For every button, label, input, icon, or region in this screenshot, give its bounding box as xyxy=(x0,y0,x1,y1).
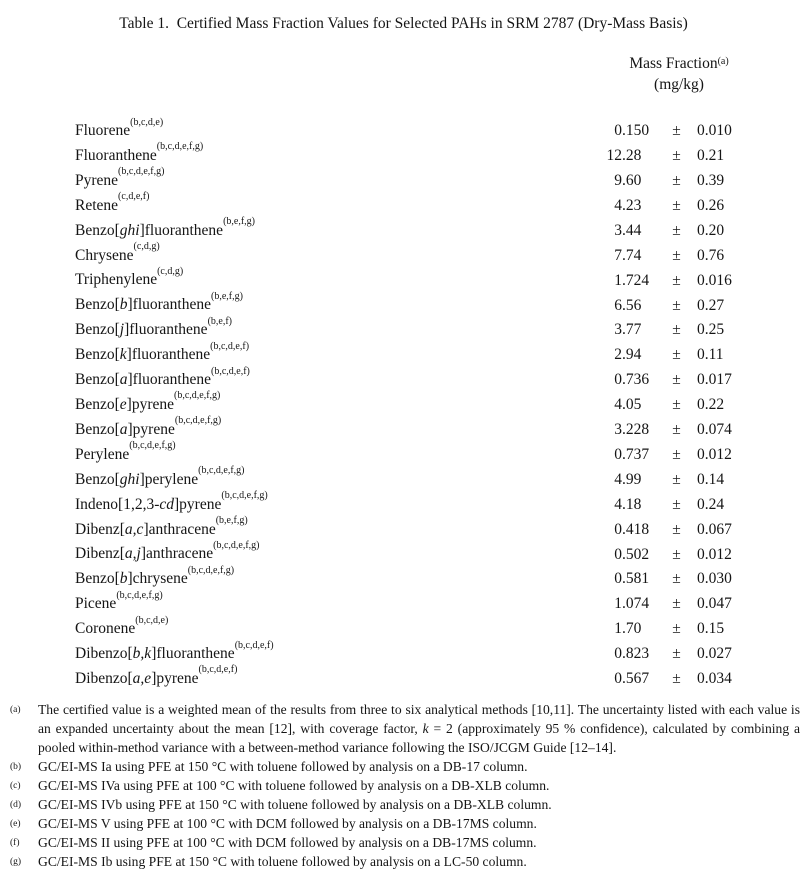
compound-footnote-refs: (b,e,f,g) xyxy=(223,216,256,228)
mass-fraction-value-integer: 0 xyxy=(614,445,622,463)
mass-fraction-column-header xyxy=(579,54,779,94)
compound-name: Fluoranthene$^{(b,c,d,e,f,g)}$ xyxy=(75,141,204,165)
mass-fraction-value-integer: 9 xyxy=(614,171,622,189)
compound-footnote-refs: (c,d,e,f) xyxy=(118,191,150,203)
footnote-marker: (b) xyxy=(10,761,22,772)
mass-fraction-value-integer: 1 xyxy=(614,271,622,289)
mass-fraction-value-integer: 0 xyxy=(614,371,622,389)
compound-name: Chrysene$^{(c,d,g)}$ xyxy=(75,241,160,264)
footnote-marker: (a) xyxy=(10,704,21,715)
mass-fraction-value-integer: 4 xyxy=(614,495,622,513)
footnote-ref-a: (a) xyxy=(717,56,729,67)
compound-name: Benzo[a]pyrene$^{(b,c,d,e,f,g)}$ xyxy=(75,415,222,439)
uncertainty-value: 0.067 xyxy=(697,520,732,538)
footnote-marker: (g) xyxy=(10,856,22,867)
footnote-text: The certified value is a weighted mean of the results from three to six analytical methods [10,11]. The uncertainty listed with each value is an expanded uncertainty about the mean [12], with coverage factor, k = 2 (approximately 95 % confidence), calculated by combining a pooled within-method variance with a between-method variance following the ISO/JCGM Guide [12–14]. xyxy=(38,701,801,755)
mass-fraction-value-fraction: .581 xyxy=(622,570,650,588)
compound-footnote-refs: (b,c,d,e) xyxy=(130,116,164,128)
footnote-marker: (c) xyxy=(10,780,21,791)
uncertainty-value: 0.20 xyxy=(697,221,725,239)
uncertainty-value: 0.027 xyxy=(697,645,732,663)
compound-footnote-refs: (c,d,g) xyxy=(157,265,184,277)
compound-name: Benzo[a]fluoranthene$^{(b,c,d,e,f)}$ xyxy=(75,365,250,389)
uncertainty-value: 0.030 xyxy=(697,570,732,588)
plus-minus-sign: ± xyxy=(672,421,681,439)
table-row xyxy=(0,590,807,615)
compound-name: Triphenylene$^{(c,d,g)}$ xyxy=(75,265,184,289)
compound-footnote-refs: (b,c,d,e,f) xyxy=(211,365,250,377)
plus-minus-sign: ± xyxy=(672,570,681,588)
compound-footnote-refs: (b,c,d,e,f,g) xyxy=(118,166,165,178)
footnote-text: GC/EI-MS V using PFE at 100 °C with DCM followed by analysis on a DB-17MS column. xyxy=(38,815,537,831)
uncertainty-value: 0.012 xyxy=(697,445,732,463)
footnote xyxy=(8,757,800,776)
table-row xyxy=(0,491,807,516)
footnote-text: GC/EI-MS Ib using PFE at 150 °C with toluene followed by analysis on a LC-50 column. xyxy=(38,853,527,869)
compound-footnote-refs: (b,c,d,e,f) xyxy=(210,340,250,352)
compound-footnote-refs: (b,e,f,g) xyxy=(211,290,243,302)
mass-fraction-value-integer: 4 xyxy=(614,470,622,488)
plus-minus-sign: ± xyxy=(672,321,681,339)
table-row xyxy=(0,516,807,541)
footnote xyxy=(8,814,800,833)
mass-fraction-value-fraction: .99 xyxy=(622,470,642,488)
compound-name: Indeno[1,2,3-cd]pyrene$^{(b,c,d,e,f,g)}$ xyxy=(75,490,268,513)
table-row xyxy=(0,640,807,665)
plus-minus-sign: ± xyxy=(672,221,681,239)
plus-minus-sign: ± xyxy=(672,645,681,663)
compound-footnote-refs: (b,c,d,e,f,g) xyxy=(187,564,235,576)
compound-name: Benzo[ghi]fluoranthene$^{(b,e,f,g)}$ xyxy=(75,216,256,239)
mass-fraction-value-fraction: .150 xyxy=(622,122,650,140)
mass-fraction-value-fraction: .23 xyxy=(622,196,642,214)
mass-fraction-value-integer: 3 xyxy=(614,321,622,339)
compound-name: Benzo[b]fluoranthene$^{(b,e,f,g)}$ xyxy=(75,290,243,314)
plus-minus-sign: ± xyxy=(672,520,681,538)
table-row xyxy=(0,366,807,391)
mass-fraction-label: Mass Fraction xyxy=(629,55,718,72)
uncertainty-value: 0.016 xyxy=(697,271,732,289)
compound-name: Retene$^{(c,d,e,f)}$ xyxy=(75,191,150,214)
footnote-text: GC/EI-MS IVb using PFE at 150 °C with toluene followed by analysis on a DB-XLB column. xyxy=(38,796,552,812)
footnote xyxy=(8,852,800,871)
table-row xyxy=(0,416,807,441)
mass-fraction-value-fraction: .418 xyxy=(622,520,650,538)
footnote xyxy=(8,776,800,795)
compound-footnote-refs: (c,d,g) xyxy=(133,241,160,253)
mass-fraction-value-integer: 1 xyxy=(614,595,622,613)
footnote-marker: (f) xyxy=(10,837,20,848)
compound-footnote-refs: (b,c,d,e,f,g) xyxy=(174,390,221,402)
mass-fraction-value-fraction: .823 xyxy=(622,645,650,663)
mass-fraction-value-fraction: .56 xyxy=(622,296,642,314)
compound-name: Fluorene$^{(b,c,d,e)}$ xyxy=(75,116,164,140)
mass-fraction-value-integer: 3 xyxy=(614,421,622,439)
compound-footnote-refs: (b,c,d,e,f) xyxy=(234,639,274,651)
plus-minus-sign: ± xyxy=(672,495,681,513)
mass-fraction-value-fraction: .94 xyxy=(622,346,642,364)
table-row xyxy=(0,341,807,366)
footnote xyxy=(8,833,800,852)
table-row xyxy=(0,565,807,590)
footnote-text: GC/EI-MS II using PFE at 100 °C with DCM followed by analysis on a DB-17MS column. xyxy=(38,834,537,850)
compound-footnote-refs: (b,c,d,e,f,g) xyxy=(213,539,260,551)
table-body xyxy=(0,117,807,690)
plus-minus-sign: ± xyxy=(672,445,681,463)
compound-footnote-refs: (b,c,d,e,f,g) xyxy=(174,415,222,427)
plus-minus-sign: ± xyxy=(672,396,681,414)
footnote-marker: (e) xyxy=(10,818,21,829)
footnote-text: GC/EI-MS Ia using PFE at 150 °C with toluene followed by analysis on a DB-17 column. xyxy=(38,758,528,774)
mass-fraction-header-line xyxy=(579,54,779,75)
mass-fraction-value-fraction: .724 xyxy=(622,271,650,289)
plus-minus-sign: ± xyxy=(672,196,681,214)
mass-fraction-value-integer: 4 xyxy=(614,396,622,414)
uncertainty-value: 0.21 xyxy=(697,147,725,165)
uncertainty-value: 0.017 xyxy=(697,371,732,389)
plus-minus-sign: ± xyxy=(672,296,681,314)
uncertainty-value: 0.11 xyxy=(697,346,724,364)
mass-fraction-value-integer: 4 xyxy=(614,196,622,214)
uncertainty-value: 0.26 xyxy=(697,196,725,214)
footnote-marker: (d) xyxy=(10,799,22,810)
document-page xyxy=(0,13,807,869)
column-header-row xyxy=(0,54,807,94)
mass-fraction-value-integer: 3 xyxy=(614,221,622,239)
plus-minus-sign: ± xyxy=(672,171,681,189)
compound-name: Benzo[e]pyrene$^{(b,c,d,e,f,g)}$ xyxy=(75,390,221,414)
mass-fraction-value-fraction: .60 xyxy=(622,171,642,189)
compound-footnote-refs: (b,c,d,e,f,g) xyxy=(156,141,204,153)
mass-fraction-value-fraction: .736 xyxy=(622,371,650,389)
plus-minus-sign: ± xyxy=(672,371,681,389)
compound-name: Benzo[j]fluoranthene$^{(b,e,f)}$ xyxy=(75,315,233,339)
plus-minus-sign: ± xyxy=(672,670,681,688)
table-row xyxy=(0,391,807,416)
footnotes xyxy=(8,700,800,871)
table-row xyxy=(0,316,807,341)
plus-minus-sign: ± xyxy=(672,545,681,563)
plus-minus-sign: ± xyxy=(672,246,681,264)
compound-name: Coronene$^{(b,c,d,e)}$ xyxy=(75,614,169,638)
compound-name: Dibenz[a,j]anthracene$^{(b,c,d,e,f,g)}$ xyxy=(75,539,260,563)
uncertainty-value: 0.010 xyxy=(697,122,732,140)
uncertainty-value: 0.25 xyxy=(697,321,725,339)
compound-footnote-refs: (b,c,d,e,f,g) xyxy=(129,440,176,452)
footnote xyxy=(8,700,800,757)
compound-name: Dibenz[a,c]anthracene$^{(b,e,f,g)}$ xyxy=(75,515,248,538)
uncertainty-value: 0.14 xyxy=(697,470,725,488)
uncertainty-value: 0.22 xyxy=(697,396,725,414)
plus-minus-sign: ± xyxy=(672,470,681,488)
table-row xyxy=(0,192,807,217)
table-row xyxy=(0,615,807,640)
compound-footnote-refs: (b,c,d,e,f) xyxy=(198,664,238,676)
mass-fraction-value-integer: 0 xyxy=(614,520,622,538)
mass-fraction-value-fraction: .74 xyxy=(622,246,642,264)
uncertainty-value: 0.15 xyxy=(697,620,725,638)
uncertainty-value: 0.012 xyxy=(697,545,732,563)
footnote-text: GC/EI-MS IVa using PFE at 100 °C with toluene followed by analysis on a DB-XLB column. xyxy=(38,777,550,793)
mass-fraction-value-fraction: .737 xyxy=(622,445,650,463)
table-row xyxy=(0,167,807,192)
mass-fraction-value-integer: 0 xyxy=(614,645,622,663)
mass-fraction-value-integer: 2 xyxy=(614,346,622,364)
table-title: Table 1. Certified Mass Fraction Values for Selected PAHs in SRM 2787 (Dry-Mass Basis) xyxy=(119,15,688,32)
compound-name: Benzo[ghi]perylene$^{(b,c,d,e,f,g)}$ xyxy=(75,465,245,488)
compound-footnote-refs: (b,c,d,e,f,g) xyxy=(221,490,268,502)
plus-minus-sign: ± xyxy=(672,346,681,364)
table-row xyxy=(0,291,807,316)
compound-name: Picene$^{(b,c,d,e,f,g)}$ xyxy=(75,589,163,613)
mass-fraction-value-integer: 0 xyxy=(614,545,622,563)
uncertainty-value: 0.034 xyxy=(697,670,732,688)
mass-fraction-value-fraction: .05 xyxy=(622,396,642,414)
uncertainty-value: 0.047 xyxy=(697,595,732,613)
mass-fraction-value-fraction: .18 xyxy=(622,495,642,513)
uncertainty-value: 0.76 xyxy=(697,246,725,264)
table-row xyxy=(0,441,807,466)
mass-fraction-value-integer: 0 xyxy=(614,670,622,688)
table-row xyxy=(0,665,807,690)
uncertainty-value: 0.39 xyxy=(697,171,725,189)
compound-name: Pyrene$^{(b,c,d,e,f,g)}$ xyxy=(75,166,165,189)
compound-footnote-refs: (b,e,f,g) xyxy=(215,515,248,526)
table-row xyxy=(0,266,807,291)
uncertainty-value: 0.27 xyxy=(697,296,725,314)
compound-name: Perylene$^{(b,c,d,e,f,g)}$ xyxy=(75,440,176,463)
table-row xyxy=(0,540,807,565)
plus-minus-sign: ± xyxy=(672,271,681,289)
mass-fraction-value-integer: 12 xyxy=(606,147,622,165)
uncertainty-value: 0.074 xyxy=(697,421,732,439)
mass-fraction-value-integer: 0 xyxy=(614,122,622,140)
uncertainty-value: 0.24 xyxy=(697,495,725,513)
footnote xyxy=(8,795,800,814)
plus-minus-sign: ± xyxy=(672,620,681,638)
mass-fraction-value-fraction: .77 xyxy=(622,321,642,339)
compound-name: Dibenzo[b,k]fluoranthene$^{(b,c,d,e,f)}$ xyxy=(75,639,274,663)
compound-name: Benzo[k]fluoranthene$^{(b,c,d,e,f)}$ xyxy=(75,340,250,364)
compound-name: Benzo[b]chrysene$^{(b,c,d,e,f,g)}$ xyxy=(75,564,235,588)
mass-fraction-value-integer: 7 xyxy=(614,246,622,264)
mass-fraction-value-integer: 1 xyxy=(614,620,622,638)
compound-footnote-refs: (b,e,f) xyxy=(207,315,233,327)
mass-fraction-value-fraction: .502 xyxy=(622,545,650,563)
mass-fraction-value-fraction: .567 xyxy=(622,670,650,688)
mass-fraction-value-fraction: .074 xyxy=(622,595,650,613)
mass-fraction-value-fraction: .44 xyxy=(622,221,642,239)
compound-footnote-refs: (b,c,d,e,f,g) xyxy=(116,589,163,601)
plus-minus-sign: ± xyxy=(672,122,681,140)
mass-fraction-value-fraction: .228 xyxy=(622,421,650,439)
compound-name: Dibenzo[a,e]pyrene$^{(b,c,d,e,f)}$ xyxy=(75,664,238,688)
plus-minus-sign: ± xyxy=(672,147,681,165)
mass-fraction-value-fraction: .28 xyxy=(622,147,642,165)
mass-fraction-value-integer: 0 xyxy=(614,570,622,588)
compound-footnote-refs: (b,c,d,e,f,g) xyxy=(198,465,245,477)
mass-fraction-value-integer: 6 xyxy=(614,296,622,314)
mass-fraction-value-fraction: .70 xyxy=(622,620,642,638)
plus-minus-sign: ± xyxy=(672,595,681,613)
table-row xyxy=(0,142,807,167)
mass-fraction-unit: (mg/kg) xyxy=(654,76,704,93)
table-row xyxy=(0,242,807,267)
table-row xyxy=(0,117,807,142)
table-row xyxy=(0,217,807,242)
table-row xyxy=(0,466,807,491)
compound-footnote-refs: (b,c,d,e) xyxy=(135,614,169,626)
